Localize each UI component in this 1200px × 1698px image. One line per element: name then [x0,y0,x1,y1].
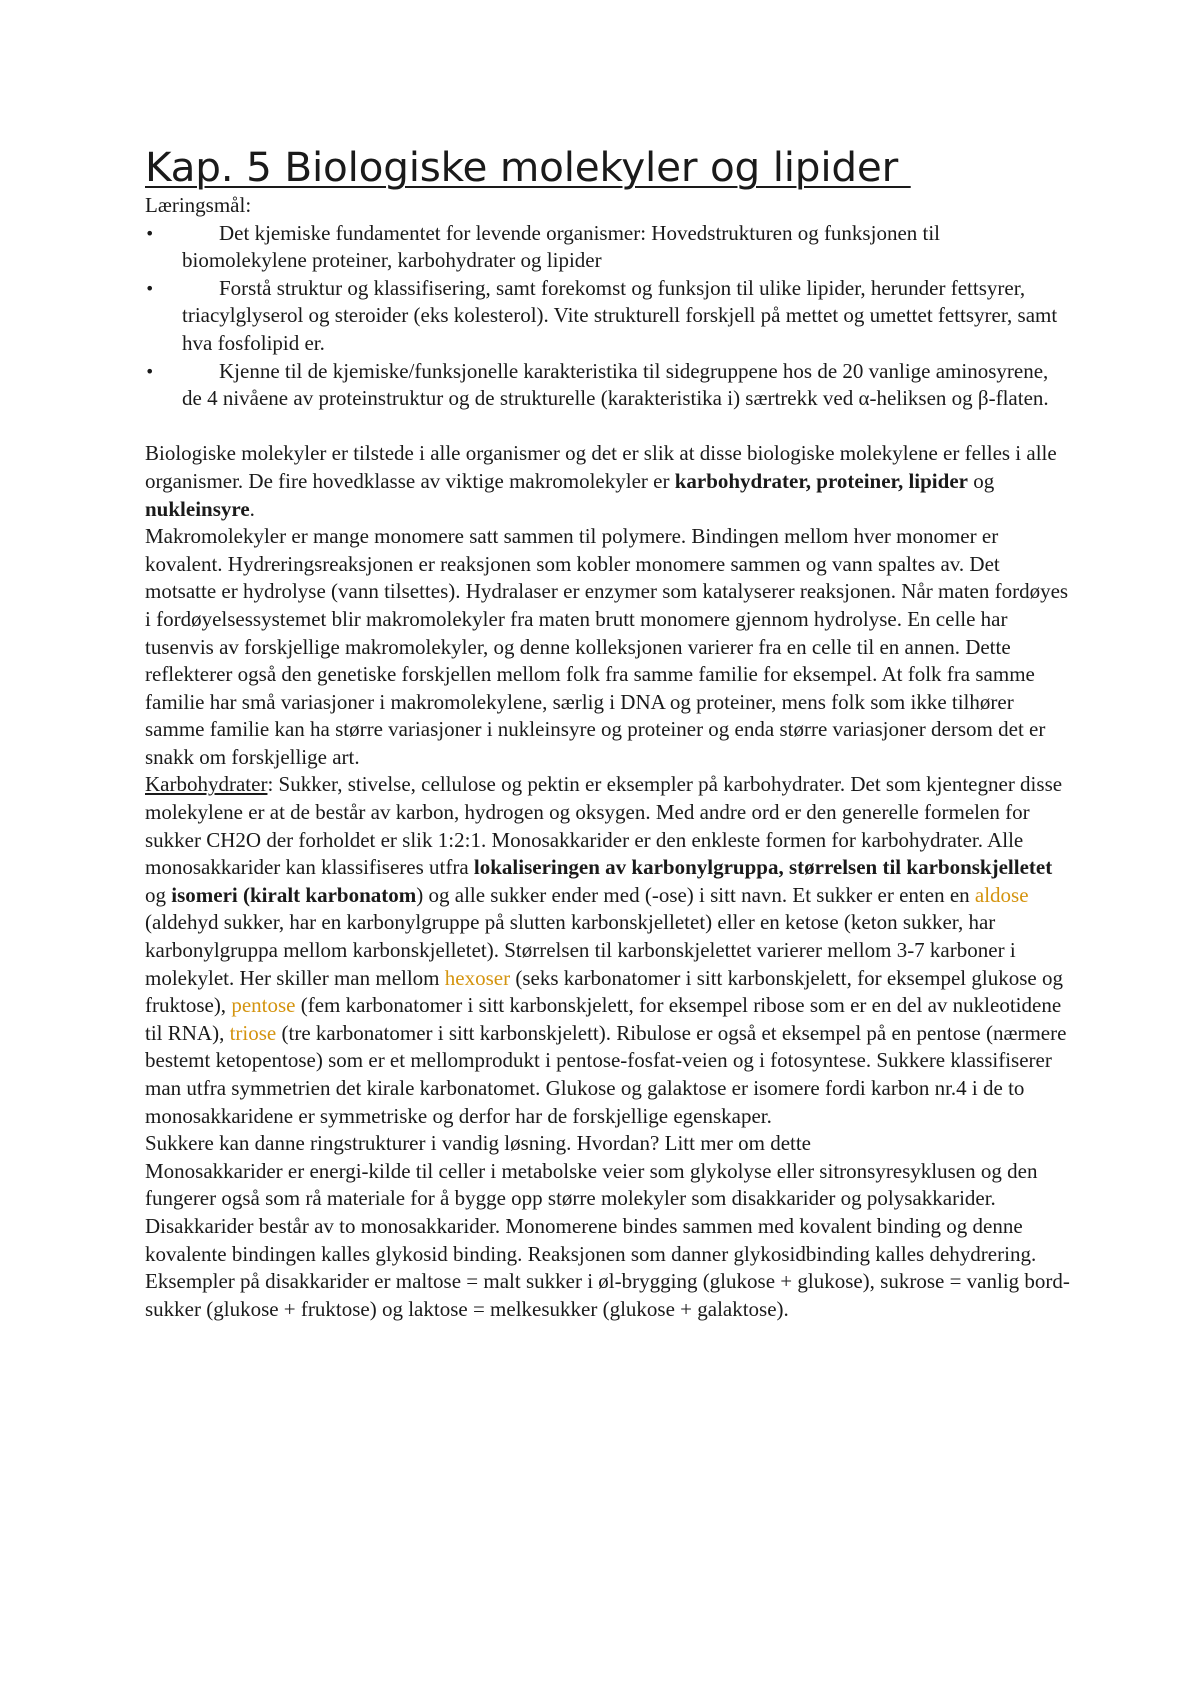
monosaccharides-paragraph: Monosakkarider er energi-kilde til celler i metabolske veier som glykolyse eller sitronsyresyklusen og den fungerer også som rå materiale for å bygge opp større molekyler som disakkarider og polysakkarider. Disakkarider består av to monosakkarider. Monomerene bindes sammen med kovalent binding og denne kovalente bindingen kalles glykosid binding. Reaksjonen som danner glykosidbinding kalles dehydrering. Eksempler på disakkarider er maltose = malt sukker i øl-brygging (glukose + glukose), sukrose = vanlig bord-sukker (glukose + fruktose) og laktose = melkesukker (glukose + galaktose). [145,1158,1070,1321]
text: (seks karbonatomer i sitt karbonskjelett, for eksempel glukose og fruktose), [145,965,1063,1018]
macromolecules-paragraph: Makromolekyler er mange monomere satt sammen til polymere. Bindingen mellom hver monomer er kovalent. Hydreringsreaksjonen er reaksjonen som kobler monomere sammen og vann spaltes av. Det motsatte er hydrolyse (vann tilsettes). Hydralaser er enzymer som katalyserer reaksjonen. Når maten fordøyes i fordøyelsessystemet blir makromolekyler fra maten brutt monomere gjennom hydrolyse. En celle har tusenvis av forskjellige makromolekyler, og denne kolleksjonen varierer fra en celle til en annen. Dette reflekterer også den genetiske forskjellen mellom folk fra samme familie for eksempel. At folk fra samme familie har små variasjoner i makromolekylene, særlig i DNA og proteiner, mens folk som ikke tilhører samme familie kan ha større variasjoner i nukleinsyre og proteiner og enda større variasjoner dersom det er snakk om forskjellige art. [145,524,1069,769]
term-karbonskjelletet: størrelsen til karbonskjelletet [788,855,1053,880]
term-kiralt-karbonatom: kiralt karbonatom [249,882,417,907]
learning-goals-list [145,220,1070,413]
list-item [145,220,1070,275]
text: (fem karbonatomer i sitt karbonskjelett, for eksempel ribose som er en del av nukleotidene til RNA), [145,993,1062,1045]
carbohydrates-paragraph [145,771,1070,1130]
learning-goals-heading: Læringsmål: [145,193,252,217]
text: (tre karbonatomer i sitt karbonskjelett). Ribulose er også et eksempel på en pentose (nærmere bestemt ketopentose) som er et mellomprodukt i pentose-fosfat-veien og i fotosyntese. Sukkere klassifiserer man utfra symmetrien det kirale karbonatomet. Glukose og galaktose er isomere fordi karbon nr.4 i de to monosakkaridene er symmetriske og derfor har de forskjellige egenskaper. [145,1020,1067,1128]
intro-paragraph [145,440,1070,523]
term-isomeri: isomeri [171,882,238,907]
bullet-icon: • [145,361,155,381]
carbohydrates-label: Karbohydrater [145,772,268,797]
term-nukleinsyre: nukleinsyre [145,496,250,521]
highlight-pentose: pentose [231,993,296,1018]
separator: og [967,468,995,493]
separator: ( [237,882,250,907]
list-item-text: Kjenne til de kjemiske/funksjonelle karakteristika til sidegruppene hos de 20 vanlige aminosyrene, de 4 nivåene av proteinstruktur og de strukturelle (karakteristika i) særtrekk ved α-heliksen og β-flaten. [182,358,1049,411]
text: : Sukker, stivelse, cellulose og pektin er eksempler på karbohydrater. Det som kjentegner disse molekylene er at de består av karbon, hydrogen og oksygen. Med andre ord er den generelle formelen for sukker CH2O der forholdet er slik 1:2:1. Monosakkarider er den enkleste formen for karbohydrater. Alle monosakkarider kan klassifiseres utfra [145,772,1063,880]
text: ) og alle sukker ender med (-ose) i sitt navn. Et sukker er enten en [416,882,975,907]
page-title: Kap. 5 Biologiske molekyler og lipider [145,143,911,191]
list-item [145,358,1070,413]
blank-line [145,413,1070,441]
term-karbonylgruppa: lokaliseringen av karbonylgruppa [473,855,779,880]
separator: , [897,468,909,493]
term-proteiner: proteiner [816,468,898,493]
list-item [145,275,1070,358]
bullet-icon: • [145,278,155,298]
separator: , [805,468,817,493]
highlight-hexoser: hexoser [444,965,511,990]
separator: og [145,882,172,907]
period: . [249,496,255,521]
highlight-triose: triose [229,1020,277,1045]
intro-text: Biologiske molekyler er tilstede i alle organismer og det er slik at disse biologiske molekylene er felles i alle organismer. De fire hovedklasse av viktige makromolekyler er [145,441,1057,493]
ring-structure-paragraph: Sukkere kan danne ringstrukturer i vandig løsning. Hvordan? Litt mer om dette [145,1131,812,1156]
separator: , [778,855,789,880]
text: (aldehyd sukker, har en karbonylgruppe på slutten karbonskjelletet) eller en ketose (keton sukker, har karbonylgruppa mellom karbonskjelletet). Størrelsen til karbonskjelettet varierer mellom 3-7 karboner i molekylet. Her skiller man mellom [145,910,1016,990]
term-lipider: lipider [908,468,968,493]
highlight-aldose: aldose [974,882,1029,907]
list-item-text: Det kjemiske fundamentet for levende organismer: Hovedstrukturen og funksjonen til biomolekylene proteiner, karbohydrater og lipider [182,220,941,273]
bullet-icon: • [145,223,155,243]
list-item-text: Forstå struktur og klassifisering, samt forekomst og funksjon til ulike lipider, herunder fettsyrer, triacylglyserol og steroider (eks kolesterol). Vite strukturell forskjell på mettet og umettet fettsyrer, samt hva fosfolipid er. [182,275,1058,355]
term-karbohydrater: karbohydrater [674,468,806,493]
